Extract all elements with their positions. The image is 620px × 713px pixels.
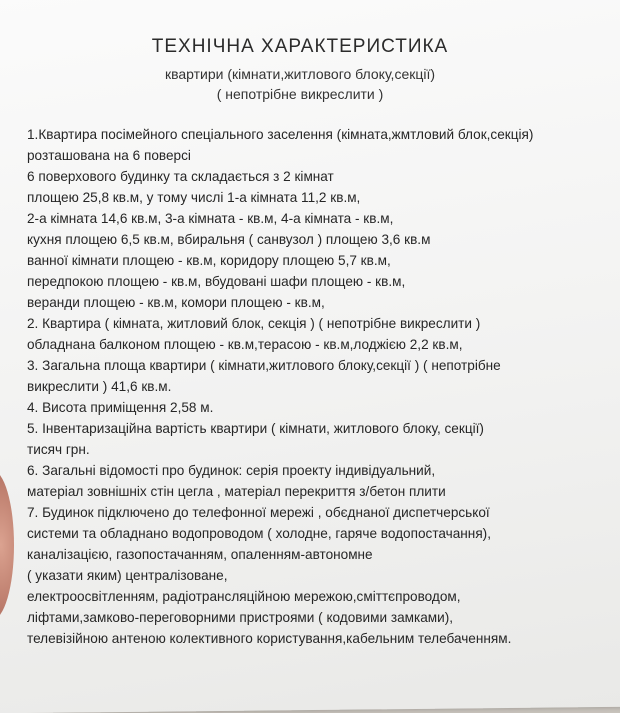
text-line: 1.Квартира посімейного спеціального заселення (кімната,жмтловий блок,секція) — [27, 127, 534, 142]
document-subtitle: квартири (кімнати,житлового блоку,секції) — [164, 66, 436, 82]
text-line: 3. Загальна площа квартири ( кімнати,житлового блоку,секції ) ( непотрібне — [27, 358, 501, 373]
text-line: ванної кімнати площею - кв.м, коридору площею 5,7 кв.м, — [27, 253, 391, 268]
document-title: ТЕХНІЧНА ХАРАКТЕРИСТИКА — [151, 36, 449, 57]
text-line: 2. Квартира ( кімната, житловий блок, секція ) ( непотрібне викреслити ) — [27, 316, 481, 331]
text-line: тисяч грн. — [27, 442, 90, 457]
text-line: передпокою площею - кв.м, вбудовані шафи площею - кв.м, — [27, 274, 406, 289]
text-line: електроосвітленням, радіотрансляційною мережою,сміттєпроводом, — [27, 589, 461, 604]
text-line: 7. Будинок підключено до телефонної мережі , обєднаної диспетчерської — [27, 505, 490, 520]
text-line: 5. Інвентаризаційна вартість квартири ( кімнати, житлового блоку, секції) — [27, 421, 484, 436]
text-line: веранди площею - кв.м, комори площею - кв.м, — [27, 295, 325, 310]
text-line: розташована на 6 поверсі — [27, 148, 191, 163]
text-line: викреслити ) 41,6 кв.м. — [27, 379, 172, 394]
text-line: кухня площею 6,5 кв.м, вбиральня ( санвузол ) площею 3,6 кв.м — [27, 232, 431, 247]
text-line: площею 25,8 кв.м, у тому числі 1-а кімната 11,2 кв.м, — [27, 190, 361, 205]
text-line: обладнана балконом площею - кв.м,терасою - кв.м,лоджією 2,2 кв.м, — [27, 337, 463, 352]
text-line: системи та обладнано водопроводом ( холодне, гаряче водопостачання), — [27, 526, 491, 541]
text-line: 4. Висота приміщення 2,58 м. — [27, 400, 214, 415]
text-line: ліфтами,замково-переговорними пристроями ( кодовими замками), — [27, 610, 454, 625]
text-line: каналізацією, газопостачанням, опаленням-автономне — [27, 547, 373, 562]
text-line: 6 поверхового будинку та складається з 2 кімнат — [27, 169, 334, 184]
text-line: матеріал зовнішніх стін цегла , матеріал перекриття з/бетон плити — [27, 484, 446, 499]
text-line: ( указати яким) централізоване, — [27, 568, 228, 583]
text-line: 2-а кімната 14,6 кв.м, 3-а кімната - кв.м, 4-а кімната - кв.м, — [27, 211, 394, 226]
document-subtitle-note: ( непотрібне викреслити ) — [216, 86, 384, 102]
text-line: 6. Загальні відомості про будинок: серія проекту індивідуальний, — [27, 463, 436, 478]
text-line: телевізійною антеною колективного користування,кабельним телебаченням. — [27, 631, 512, 646]
